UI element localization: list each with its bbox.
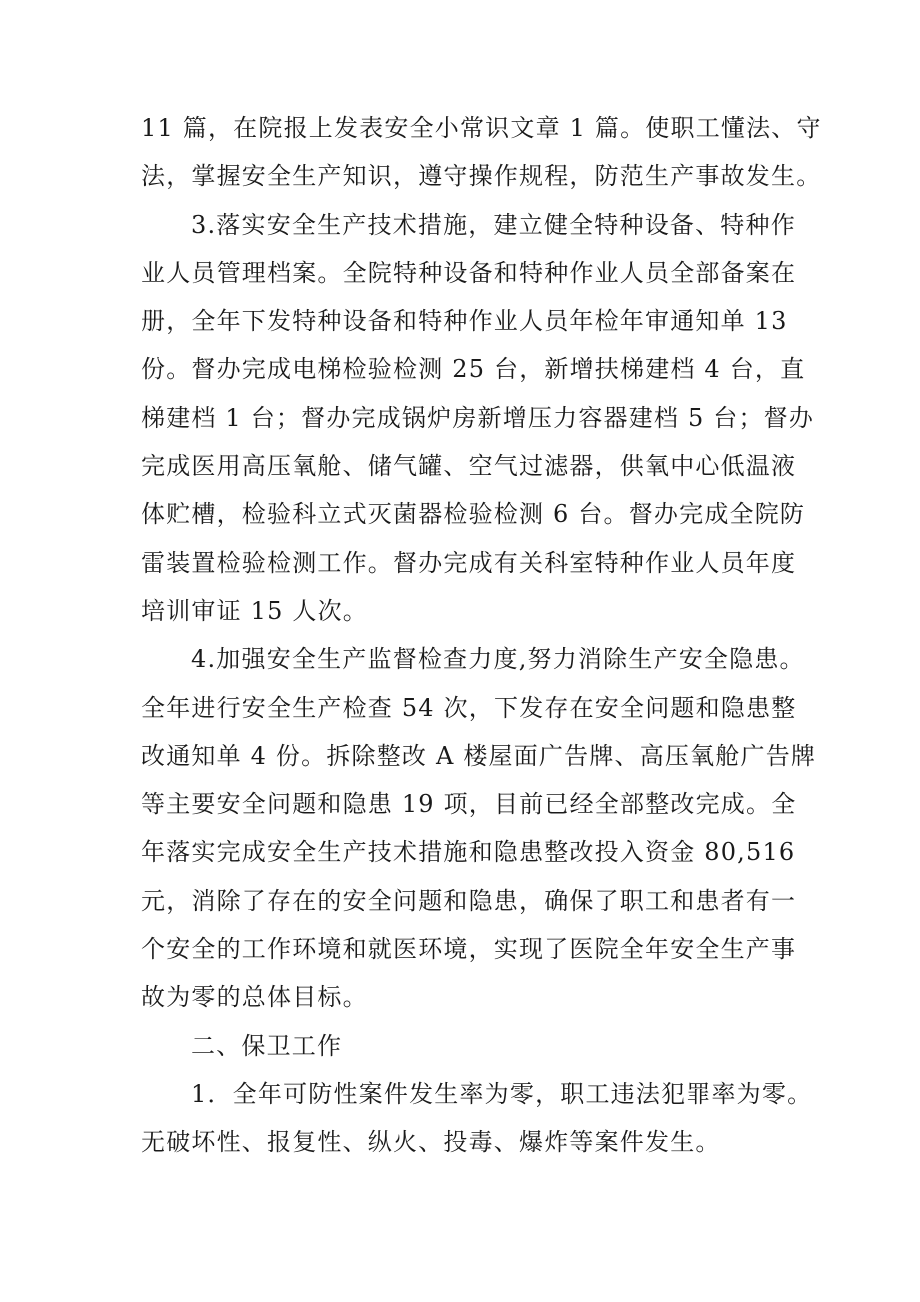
text-line: 雷装置检验检测工作。督办完成有关科室特种作业人员年度 [141, 548, 797, 577]
text-line: 等主要安全问题和隐患 19 项，目前已经全部整改完成。全 [141, 790, 797, 819]
text-line: 业人员管理档案。全院特种设备和特种作业人员全部备案在 [141, 258, 797, 287]
text-line: 个安全的工作环境和就医环境，实现了医院全年安全生产事 [141, 935, 797, 964]
text-line: 改通知单 4 份。拆除整改 A 楼屋面广告牌、高压氧舱广告牌 [141, 741, 817, 770]
text-line: 法，掌握安全生产知识，遵守操作规程，防范生产事故发生。 [141, 162, 822, 191]
text-line: 培训审证 15 人次。 [141, 596, 368, 625]
text-line: 1．全年可防性案件发生率为零，职工违法犯罪率为零。 [191, 1079, 813, 1108]
heading-text: 二、保卫工作 [191, 1031, 343, 1060]
text-line: 元，消除了存在的安全问题和隐患，确保了职工和患者有一 [141, 886, 797, 915]
text-line: 年落实完成安全生产技术措施和隐患整改投入资金 80,516 [141, 838, 796, 867]
text-line: 体贮槽，检验科立式灭菌器检验检测 6 台。督办完成全院防 [141, 500, 806, 529]
paragraph-security-item-1 [141, 1070, 813, 1167]
text-line: 份。督办完成电梯检验检测 25 台，新增扶梯建档 4 台，直 [141, 355, 806, 384]
text-line: 11 篇，在院报上发表安全小常识文章 1 篇。使职工懂法、守 [141, 114, 822, 142]
text-line: 完成医用高压氧舱、储气罐、空气过滤器，供氧中心低温液 [141, 452, 797, 481]
text-line: 3.落实安全生产技术措施，建立健全特种设备、特种作 [191, 210, 796, 239]
text-line: 梯建档 1 台；督办完成锅炉房新增压力容器建档 5 台；督办 [141, 403, 815, 432]
section-heading [141, 1022, 781, 1070]
paragraph-item-4 [141, 635, 817, 1021]
paragraph-continuation [141, 104, 822, 201]
text-line: 故为零的总体目标。 [141, 983, 368, 1012]
text-line: 无破坏性、报复性、纵火、投毒、爆炸等案件发生。 [141, 1128, 721, 1157]
text-line: 册，全年下发特种设备和特种作业人员年检年审通知单 13 [141, 307, 788, 336]
paragraph-item-3 [141, 201, 815, 636]
text-line: 全年进行安全生产检查 54 次，下发存在安全问题和隐患整 [141, 693, 797, 722]
text-line: 4.加强安全生产监督检查力度,努力消除生产安全隐患。 [191, 645, 805, 674]
document-body [141, 104, 822, 1167]
